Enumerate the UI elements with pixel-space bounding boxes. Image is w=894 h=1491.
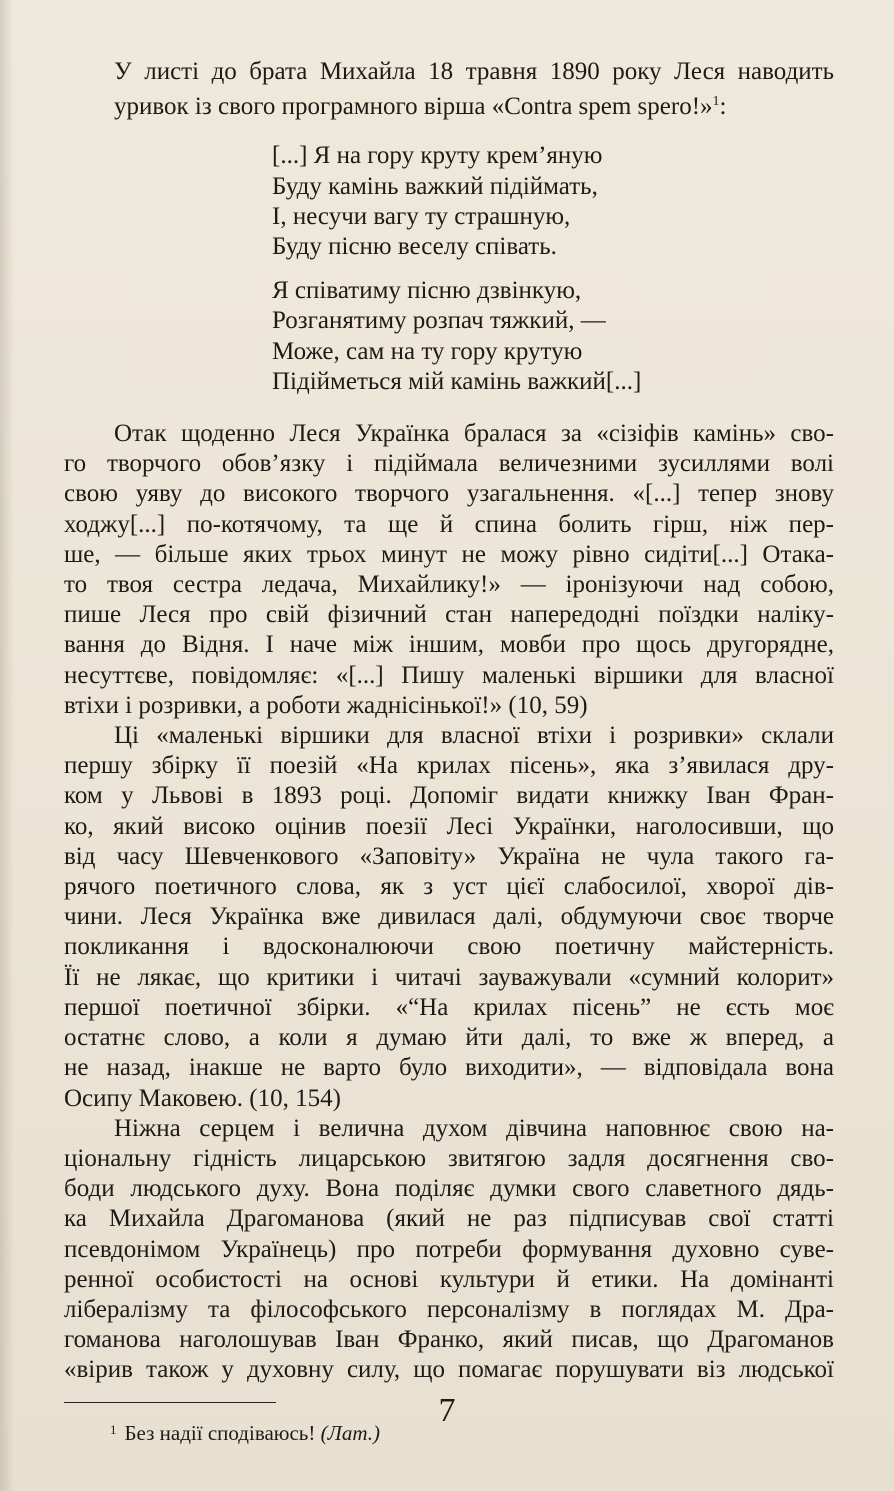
body-line: псевдонімом Українець) про потреби формування духовно суве- (64, 1235, 834, 1263)
body-line: го творчого обов’язку і підіймала величезними зусиллями волі (64, 450, 834, 478)
poem-line: Я співатиму пісню дзвінкую, (272, 277, 582, 305)
poem-line: Буду пісню веселу співать. (272, 233, 557, 261)
body-line: першу збірку її поезій «На крилах пісень», яка з’явилася дру- (64, 752, 834, 780)
body-line: ка Михайла Драгоманова (який не раз підписував свої статті (64, 1205, 834, 1233)
poem-line: Підійметься мій камінь важкий[...] (272, 367, 642, 395)
poem-line: Буду камінь важкий підіймать, (272, 172, 598, 200)
footnote-reference: 1 (712, 94, 720, 110)
body-line: ком у Львові в 1893 році. Допоміг видати книжку Іван Фран- (64, 782, 834, 810)
body-line: першої поетичної збірки. «“На крилах пісень” не єсть моє (64, 993, 834, 1021)
poem-quote (272, 141, 834, 397)
body-line: Ці «маленькі віршики для власної втіхи і розривки» склали (114, 722, 834, 750)
body-line: втіхи і розривки, а роботи жаднісінької!» (10, 59) (64, 691, 588, 719)
body-line: несуттєве, повідомляє: «[...] Пишу маленькі віршики для власної (64, 661, 834, 689)
body-line: «вірив також у духовну силу, що помагає порушувати віз людської (64, 1356, 834, 1384)
body-line: Ніжна серцем і велична духом дівчина наповнює свою на- (114, 1114, 834, 1142)
intro-line-2-tail: : (719, 93, 727, 121)
body-line: ше, — більше яких трьох минут не можу рівно сидіти[...] Отака- (64, 540, 834, 568)
intro-line-1: У листі до брата Михайла 18 травня 1890 року Леся наводить (114, 58, 834, 85)
body-line: вання до Відня. І наче між іншим, мовби про щось другорядне, (64, 631, 834, 659)
body-line: Отак щоденно Леся Українка бралася за «сізіфів камінь» сво- (114, 420, 834, 448)
poem-line: Розганятиму розпач тяжкий, — (272, 307, 606, 335)
footnote-text: Без надії сподіваюсь! (124, 1420, 316, 1445)
page-number: 7 (438, 1392, 456, 1429)
intro-line-2-text: уривок із свого програмного вірша «Contra spem spero!» (114, 93, 713, 121)
body-line: Її не лякає, що критики і читачі зауважували «сумний колорит» (64, 963, 834, 991)
body-line: Осипу Маковею. (10, 154) (64, 1084, 341, 1112)
intro-paragraph (64, 57, 834, 122)
poem-line: І, несучи вагу ту страшную, (272, 202, 571, 230)
body-line: ходжу[...] по-котячому, та ще й спина болить гірш, ніж пер- (64, 510, 834, 538)
body-line: покликання і вдосконалюючи свою поетичну майстерність. (64, 933, 834, 961)
body-line: ко, який високо оцінив поезії Лесі Українки, наголосивши, що (64, 812, 834, 840)
body-line: ціональну гідність лицарською звитягою задля досягнення сво- (64, 1144, 834, 1172)
poem-line: [...] Я на гору круту крем’яную (272, 142, 603, 170)
footnote-note: (Лат.) (320, 1420, 380, 1445)
body-line: остатнє слово, а коли я думаю йти далі, то вже ж вперед, а (64, 1024, 834, 1052)
body-paragraph-3 (64, 1114, 834, 1386)
footnote-mark: 1 (110, 1421, 117, 1437)
intro-line-2 (64, 87, 834, 122)
body-line: то твоя сестра ледача, Михайлику!» — іронізуючи над собою, (64, 571, 834, 599)
body-line: боди людського духу. Вона поділяє думки свого славетного дядь- (64, 1175, 834, 1203)
poem-line: Може, сам на ту гору крутую (272, 337, 583, 365)
body-line: ренної особистості на основі культури й етики. На домінанті (64, 1265, 834, 1293)
body-paragraph-1 (64, 419, 834, 721)
body-paragraph-2 (64, 721, 834, 1114)
body-line: свою уяву до високого творчого узагальнення. «[...] тепер знову (64, 480, 834, 508)
poem-stanza-1 (272, 141, 834, 262)
body-line: не назад, інакше не варто було виходити», — відповідала вона (64, 1054, 834, 1082)
poem-stanza-2 (272, 276, 834, 397)
body-line: гоманова наголошував Іван Франко, який писав, що Драгоманов (64, 1326, 834, 1354)
body-line: лібералізму та філософського персоналізму в поглядах М. Дра- (64, 1295, 834, 1323)
body-line: чини. Леся Українка вже дивилася далі, обдумуючи своє творче (64, 903, 834, 931)
body-line: пише Леся про свій фізичний стан напередодні поїздки наліку- (64, 601, 834, 629)
body-line: рячого поетичного слова, як з уст цієї слабосилої, хворої дів- (64, 873, 834, 901)
body-line: від часу Шевченкового «Заповіту» Україна не чула такого га- (64, 842, 834, 870)
